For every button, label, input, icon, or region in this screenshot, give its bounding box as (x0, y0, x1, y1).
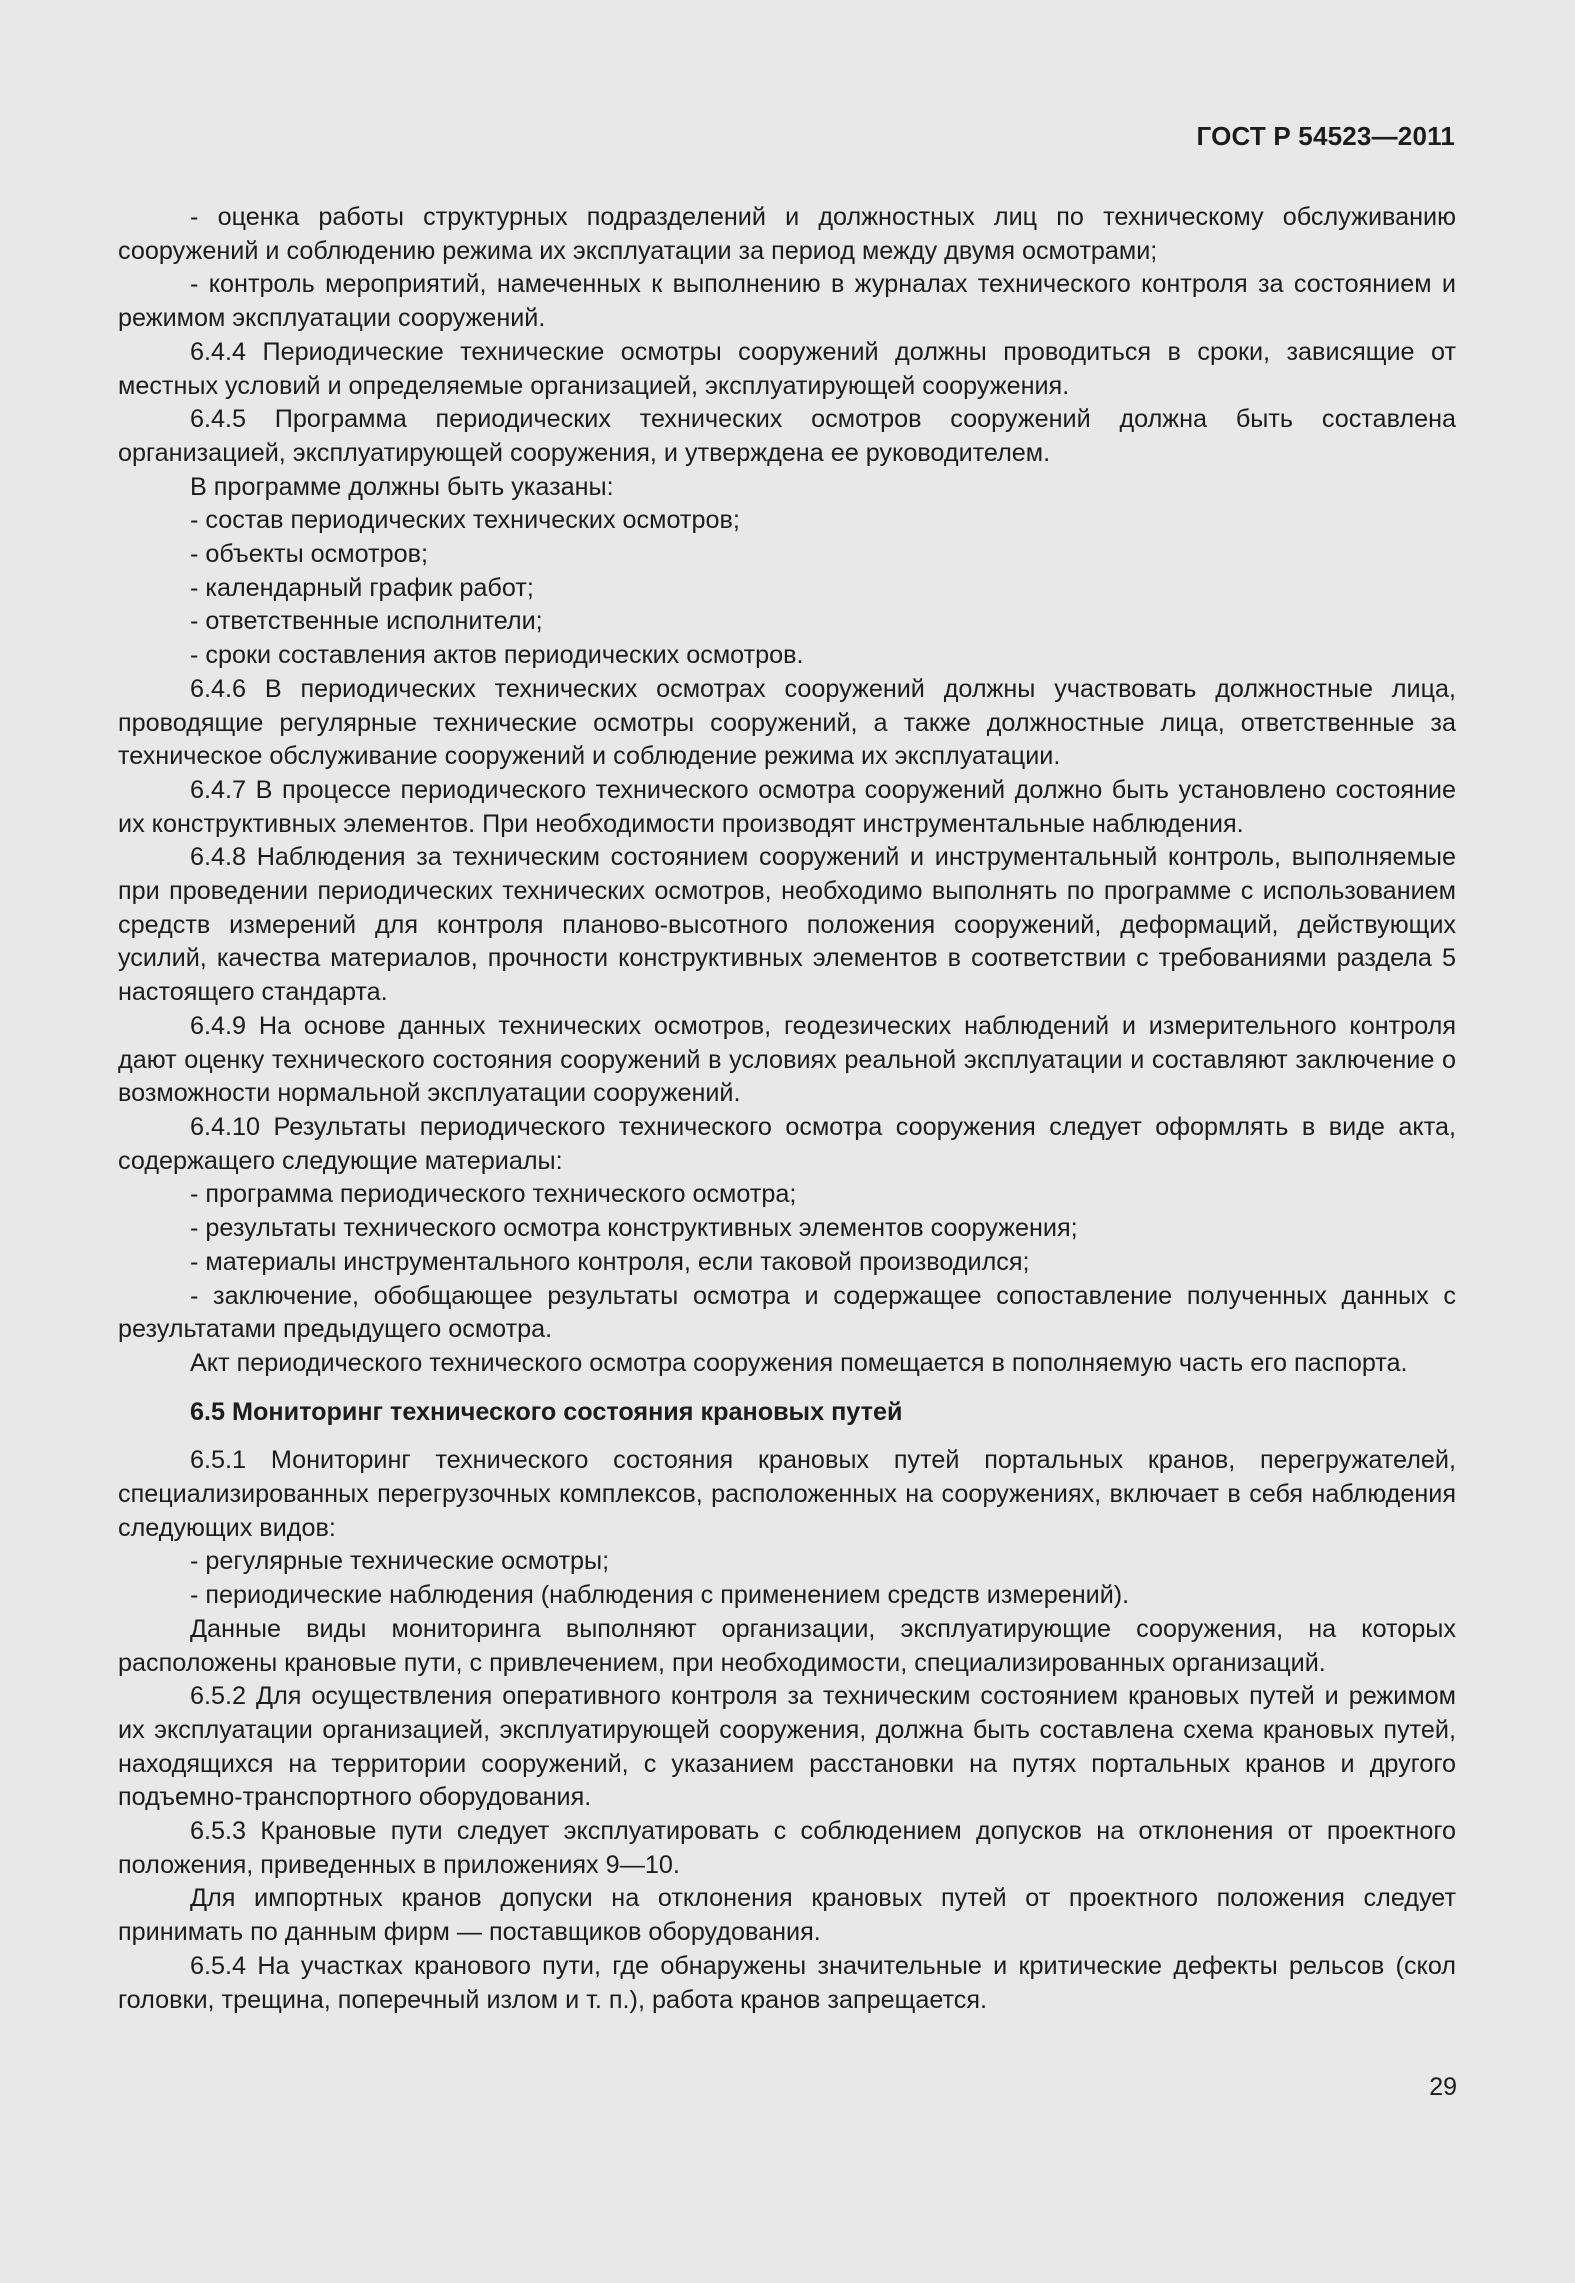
paragraph: - оценка работы структурных подразделений и должностных лиц по техническому обслуживанию сооружений и соблюдению режима их эксплуатации за период между двумя осмотрами; (118, 203, 1456, 265)
paragraph: 6.4.8 Наблюдения за техническим состоянием сооружений и инструментальный контроль, выполняемые при проведении периодических технических осмотров, необходимо выполнять по программе с использованием средств измерений для контроля планово-высотного положения сооружений, деформаций, действующих усилий, качества материалов, прочности конструктивных элементов в соответствии с требованиями раздела 5 настоящего стандарта. (118, 843, 1456, 1007)
paragraph: 6.5.4 На участках кранового пути, где обнаружены значительные и критические дефекты рельсов (скол головки, трещина, поперечный излом и т. п.), работа кранов запрещается. (118, 1951, 1456, 2014)
section-heading: 6.5 Мониторинг технического состояния крановых путей (190, 1397, 903, 1426)
paragraph: Для импортных кранов допуски на отклонения крановых путей от проектного положения следует принимать по данным фирм — поставщиков оборудования. (118, 1884, 1456, 1947)
paragraph: 6.5.1 Мониторинг технического состояния крановых путей портальных кранов, перегружателей, специализированных перегрузочных комплексов, расположенных на сооружениях, включает в себя наблюдения следующих видов: (118, 1446, 1456, 1542)
list-item: - сроки составления актов периодических осмотров. (190, 641, 804, 670)
paragraph: 6.4.10 Результаты периодического технического осмотра сооружения следует оформлять в виде акта, содержащего следующие материалы: (118, 1112, 1456, 1175)
paragraph: 6.5.2 Для осуществления оперативного контроля за техническим состоянием крановых путей и режимом их эксплуатации организацией, эксплуатирующей сооружения, должна быть составлена схема крановых путей, находящихся на территории сооружений, с указанием расстановки на путях портальных кранов и другого подъемно-транспортного оборудования. (118, 1682, 1456, 1812)
paragraph: - контроль мероприятий, намеченных к выполнению в журналах технического контроля за состоянием и режимом эксплуатации сооружений. (118, 270, 1456, 333)
list-item: - периодические наблюдения (наблюдения с применением средств измерений). (190, 1581, 1130, 1610)
list-item: - объекты осмотров; (190, 540, 428, 569)
paragraph: 6.4.7 В процессе периодического технического осмотра сооружений должно быть установлено состояние их конструктивных элементов. При необходимости производят инструментальные наблюдения. (118, 775, 1456, 838)
list-item: - состав периодических технических осмотров; (190, 506, 740, 535)
paragraph: 6.4.9 На основе данных технических осмотров, геодезических наблюдений и измерительного контроля дают оценку технического состояния сооружений в условиях реальной эксплуатации и составляют заключение о возможности нормальной эксплуатации сооружений. (118, 1011, 1456, 1108)
paragraph: В программе должны быть указаны: (190, 472, 614, 501)
paragraph: Акт периодического технического осмотра сооружения помещается в пополняемую часть его паспорта. (190, 1348, 1408, 1377)
list-item: - календарный график работ; (190, 573, 534, 602)
list-item: - регулярные технические осмотры; (190, 1547, 610, 1576)
page-number: 29 (1429, 2073, 1457, 2101)
list-item: - материалы инструментального контроля, если таковой производился; (190, 1247, 1030, 1276)
paragraph: 6.5.3 Крановые пути следует эксплуатировать с соблюдением допусков на отклонения от проектного положения, приведенных в приложениях 9—10. (118, 1817, 1456, 1879)
list-item: - программа периодического технического осмотра; (190, 1180, 797, 1209)
document-body (118, 201, 1456, 2017)
list-item: - результаты технического осмотра конструктивных элементов сооружения; (190, 1214, 1078, 1243)
paragraph: 6.4.6 В периодических технических осмотрах сооружений должны участвовать должностные лица, проводящие регулярные технические осмотры сооружений, а также должностные лица, ответственные за техническое обслуживание сооружений и соблюдение режима их эксплуатации. (118, 674, 1456, 771)
paragraph: 6.4.5 Программа периодических технических осмотров сооружений должна быть составлена организацией, эксплуатирующей сооружения, и утверждена ее руководителем. (118, 405, 1456, 467)
list-item: - ответственные исполнители; (190, 607, 543, 636)
list-item: - заключение, обобщающее результаты осмотра и содержащее сопоставление полученных данных с результатами предыдущего осмотра. (118, 1281, 1456, 1344)
document-header: ГОСТ Р 54523—2011 (1196, 121, 1455, 151)
paragraph: 6.4.4 Периодические технические осмотры сооружений должны проводиться в сроки, зависящие от местных условий и определяемые организацией, эксплуатирующей сооружения. (118, 337, 1456, 400)
paragraph: Данные виды мониторинга выполняют организации, эксплуатирующие сооружения, на которых расположены крановые пути, с привлечением, при необходимости, специализированных организаций. (118, 1614, 1456, 1677)
